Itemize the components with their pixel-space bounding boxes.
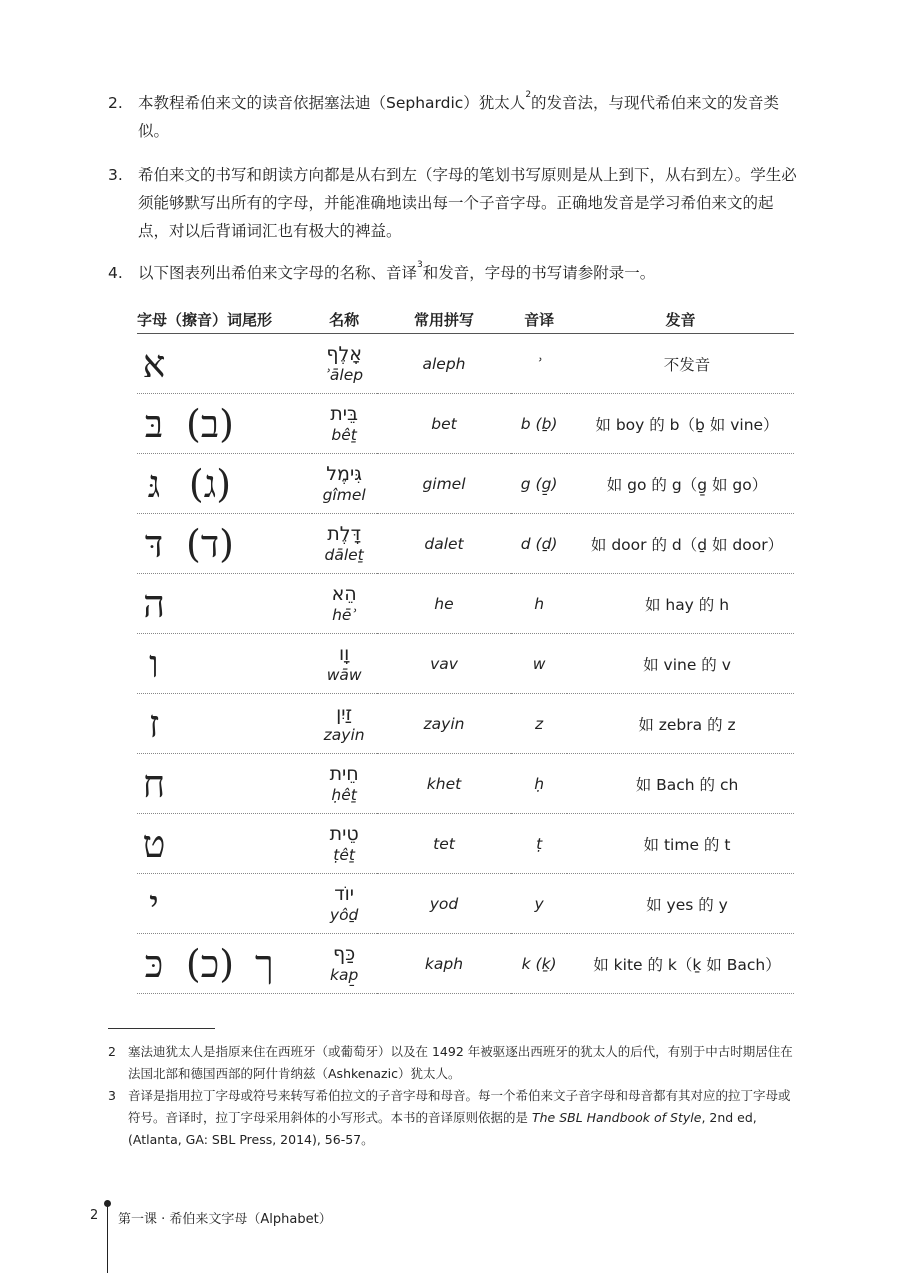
letter-name-transliteration: ṭêṯ (333, 845, 355, 864)
name-cell (312, 874, 377, 934)
letter-name-hebrew: אָלֶף (326, 342, 362, 365)
letter-name-transliteration: dāleṯ (324, 545, 364, 564)
transliteration-cell: k (ḵ) (511, 934, 567, 994)
letter-name-transliteration: kap̱ (329, 965, 359, 984)
table-body (137, 334, 794, 994)
letter-name-transliteration: hēʾ (332, 605, 357, 624)
letter-glyph: גּ (147, 461, 161, 506)
pronunciation-cell: 如 yes 的 y (567, 874, 794, 934)
transliteration-cell: y (511, 874, 567, 934)
letter-forms (137, 701, 312, 746)
footnote-ref-2[interactable]: 2 (525, 89, 532, 100)
footer-rule (107, 1203, 108, 1273)
letter-name-transliteration: yôḏ (329, 905, 359, 924)
pronunciation-cell: 如 vine 的 v (567, 634, 794, 694)
name-cell (312, 574, 377, 634)
letter-forms (137, 341, 312, 386)
footnote-text (128, 1085, 798, 1151)
alphabet-table (137, 305, 794, 994)
letter-name-transliteration: zayin (323, 725, 365, 744)
letter-forms (137, 821, 312, 866)
letter-name-transliteration: wāw (326, 665, 362, 684)
text-segment: , 2nd ed, (Atlanta, GA: SBL Press, 2014), 56-57。 (128, 1110, 757, 1147)
transliteration-cell: g (g̱) (511, 454, 567, 514)
letter-name-hebrew: יוֹד (334, 882, 355, 905)
table-row (137, 634, 794, 694)
fricative-glyph: (כ) (185, 941, 235, 986)
paragraph-text (138, 89, 798, 145)
letter-name-hebrew: גִּימֶל (326, 462, 363, 485)
name-cell (312, 754, 377, 814)
letter-name-hebrew: כַּף (333, 942, 356, 965)
letter-glyph: ה (143, 581, 165, 626)
letter-name-hebrew: דָּלֶת (327, 522, 361, 545)
table-row (137, 334, 794, 394)
letter-glyph: ו (149, 641, 159, 686)
footnote-2 (108, 1041, 798, 1085)
transliteration-cell: d (ḏ) (511, 514, 567, 574)
letter-name-transliteration: ḥêṯ (331, 785, 357, 804)
letter-forms-cell (137, 694, 312, 754)
header-spelling: 常用拼写 (377, 305, 512, 334)
footnote-3 (108, 1085, 798, 1151)
footnote-text: 塞法迪犹太人是指原来住在西班牙（或葡萄牙）以及在 1492 年被驱逐出西班牙的犹太人的后代，有别于中古时期居住在法国北部和德国西部的阿什肯纳兹（Ashkenazic）犹太人。 (128, 1044, 793, 1081)
name-cell (312, 394, 377, 454)
paragraph-number: 4. (108, 264, 123, 282)
letter-forms-cell (137, 334, 312, 394)
footnote-ref-3[interactable]: 3 (417, 259, 423, 270)
letter-forms (137, 521, 312, 566)
transliteration-cell: b (ḇ) (511, 394, 567, 454)
pronunciation-cell: 如 door 的 d（ḏ 如 door） (567, 514, 794, 574)
letter-glyph: בּ (144, 401, 164, 446)
letter-glyph: כּ (144, 941, 164, 986)
transliteration-cell: h (511, 574, 567, 634)
letter-glyph: ט (142, 821, 166, 866)
letter-glyph: א (142, 341, 166, 386)
spelling-cell: yod (377, 874, 512, 934)
spelling-cell: aleph (377, 334, 512, 394)
name-cell (312, 814, 377, 874)
spelling-cell: vav (377, 634, 512, 694)
letter-glyph: י (149, 881, 159, 926)
header-pronunciation: 发音 (567, 305, 794, 334)
paragraph-2 (108, 89, 798, 145)
paragraph-text: 希伯来文的书写和朗读方向都是从右到左（字母的笔划书写原则是从上到下，从右到左）。学生必须能够默写出所有的字母，并能准确地读出每一个子音字母。正确地发音是学习希伯来文的起点，对以后背诵词汇也有极大的裨益。 (138, 166, 797, 240)
transliteration-cell: ḥ (511, 754, 567, 814)
letter-forms (137, 461, 312, 506)
final-form-glyph: ך (255, 941, 274, 986)
spelling-cell: khet (377, 754, 512, 814)
pronunciation-cell: 如 zebra 的 z (567, 694, 794, 754)
fricative-glyph: (ג) (188, 461, 232, 506)
letter-name-hebrew: חֵית (329, 762, 359, 785)
paragraph-number: 3. (108, 166, 123, 184)
pronunciation-cell: 如 kite 的 k（ḵ 如 Bach） (567, 934, 794, 994)
pronunciation-cell: 如 time 的 t (567, 814, 794, 874)
letter-forms (137, 581, 312, 626)
footnote-divider (108, 1028, 215, 1029)
letter-name-hebrew: טֵית (329, 822, 359, 845)
letter-forms (137, 881, 312, 926)
spelling-cell: kaph (377, 934, 512, 994)
name-cell (312, 514, 377, 574)
letter-forms (137, 941, 312, 986)
table-row (137, 814, 794, 874)
letter-forms-cell (137, 814, 312, 874)
text-segment: 的发音法，与现代希伯来文的发音类似。 (138, 94, 780, 140)
pronunciation-cell: 如 boy 的 b（ḇ 如 vine） (567, 394, 794, 454)
name-cell (312, 694, 377, 754)
footnote-number: 2 (108, 1044, 116, 1059)
letter-forms-cell (137, 394, 312, 454)
paragraph-4 (108, 259, 798, 287)
pronunciation-cell: 如 go 的 g（g̱ 如 go） (567, 454, 794, 514)
pronunciation-cell: 不发音 (567, 334, 794, 394)
footnote-number: 3 (108, 1088, 116, 1103)
text-segment: 以下图表列出希伯来文字母的名称、音译 (138, 264, 418, 282)
paragraph-number: 2. (108, 94, 123, 112)
letter-glyph: ז (148, 701, 160, 746)
letter-forms-cell (137, 934, 312, 994)
letter-name-hebrew: וָו (338, 642, 350, 665)
table-row (137, 454, 794, 514)
letter-forms (137, 641, 312, 686)
pronunciation-cell: 如 hay 的 h (567, 574, 794, 634)
name-cell (312, 454, 377, 514)
pronunciation-cell: 如 Bach 的 ch (567, 754, 794, 814)
header-letter-forms: 字母（擦音）词尾形 (137, 305, 312, 334)
table-row (137, 574, 794, 634)
header-name: 名称 (312, 305, 377, 334)
spelling-cell: dalet (377, 514, 512, 574)
letter-forms-cell (137, 874, 312, 934)
letter-name-transliteration: bêṯ (331, 425, 357, 444)
letter-forms-cell (137, 454, 312, 514)
text-segment: 和发音，字母的书写请参附录一。 (422, 264, 656, 282)
paragraph-text (138, 259, 798, 287)
text-segment: 音译是指用拉丁字母或符号来转写希伯拉文的子音字母和母音。每一个希伯来文子音字母和母音都有其对应的拉丁字母或符号。音译时，拉丁字母采用斜体的小写形式。本书的音译原则依据的是 (128, 1088, 791, 1125)
text-segment: 本教程希伯来文的读音依据塞法迪（Sephardic）犹太人 (138, 94, 526, 112)
spelling-cell: tet (377, 814, 512, 874)
paragraph-3 (108, 161, 798, 245)
letter-name-hebrew: בֵּית (330, 402, 358, 425)
table-row (137, 874, 794, 934)
transliteration-cell: z (511, 694, 567, 754)
fricative-glyph: (ב) (186, 401, 234, 446)
letter-forms-cell (137, 634, 312, 694)
spelling-cell: bet (377, 394, 512, 454)
letter-forms-cell (137, 514, 312, 574)
letter-name-transliteration: gîmel (322, 485, 366, 504)
table-row (137, 694, 794, 754)
spelling-cell: zayin (377, 694, 512, 754)
transliteration-cell: ṭ (511, 814, 567, 874)
transliteration-cell: w (511, 634, 567, 694)
running-title: 第一课 · 希伯来文字母（Alphabet） (118, 1212, 332, 1227)
letter-forms-cell (137, 574, 312, 634)
spelling-cell: gimel (377, 454, 512, 514)
footer-dot (104, 1200, 111, 1207)
name-cell (312, 934, 377, 994)
table-row (137, 514, 794, 574)
table-header-row (137, 305, 794, 334)
letter-glyph: דּ (144, 521, 164, 566)
letter-name-transliteration: ʾālep (325, 365, 364, 384)
page-number: 2 (90, 1208, 99, 1223)
book-title: The SBL Handbook of Style (531, 1110, 702, 1125)
name-cell (312, 634, 377, 694)
letter-forms (137, 761, 312, 806)
header-transliteration: 音译 (511, 305, 567, 334)
table-row (137, 754, 794, 814)
letter-forms-cell (137, 754, 312, 814)
letter-name-hebrew: הֵא (331, 582, 357, 605)
fricative-glyph: (ד) (186, 521, 234, 566)
name-cell (312, 334, 377, 394)
transliteration-cell: ʾ (511, 334, 567, 394)
letter-name-hebrew: זַיִן (336, 702, 353, 725)
table-row (137, 394, 794, 454)
letter-glyph: ח (142, 761, 166, 806)
letter-forms (137, 401, 312, 446)
table-row (137, 934, 794, 994)
spelling-cell: he (377, 574, 512, 634)
